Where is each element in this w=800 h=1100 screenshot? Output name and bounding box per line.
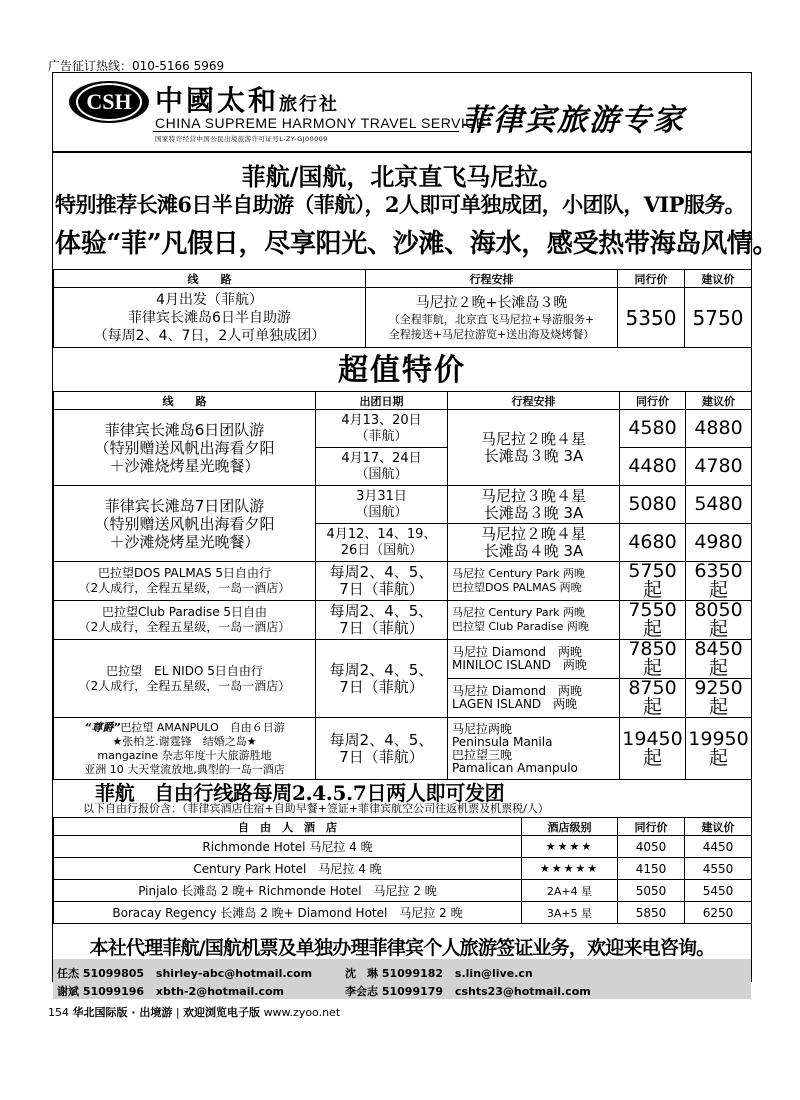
contact-entry [57,983,284,999]
schedule-detail: 全程接送+马尼拉游览+送出海及烧烤餐） [388,327,595,341]
contact-phone: 51099196 [82,985,145,998]
route-cell [54,288,366,348]
suggested-price: 4980 [686,524,752,562]
date-line: （菲航） [355,428,408,444]
suggested-price: 5450 [685,880,752,902]
free-travel-hotel-table [53,817,752,924]
schedule-line: 马尼拉 Century Park 两晚 [452,606,585,619]
price-value: 19450 [622,727,683,750]
hotel-level: ★★★★★ [522,858,618,880]
route-line: （2人成行，全程五星级，一岛一酒店） [78,620,291,634]
schedule-line: 巴拉望三晚 [452,747,513,762]
price-suffix: 起 [642,696,662,718]
schedule-line: 马尼拉２晚+长滩岛３晚 [415,294,568,311]
peer-price: 5080 [620,486,686,524]
col-suggested-price: 建议价 [685,270,752,288]
date-line: 每周2、4、5、 [329,563,434,581]
footer-divider: | [175,1006,180,1019]
route-cell [54,410,316,486]
schedule-line: 马尼拉２晚４星 [480,429,586,448]
schedule-cell [448,562,620,601]
date-line: 7日（菲航） [339,619,424,637]
route-line: 巴拉望 EL NIDO 5日自由行 [106,663,263,678]
date-line: 3月31日 [356,488,407,504]
schedule-cell [448,486,620,524]
price-suffix: 起 [642,746,662,769]
col-suggested-price: 建议价 [686,392,752,410]
suggested-price: 5480 [686,486,752,524]
suggested-price: 4880 [686,410,752,448]
brand-slogan: 菲律宾旅游专家 [461,103,685,138]
date-cell [316,601,448,640]
contact-phone: 51099805 [82,967,145,980]
price-suffix: 起 [708,696,728,718]
date-line: 4月17、24日 [341,450,422,466]
col-schedule: 行程安排 [366,270,618,288]
suggested-price [686,562,752,601]
contact-name: 任杰 [57,967,79,980]
col-hotel-level: 酒店级别 [522,818,618,836]
route-line: （2人成行，全程五星级，一岛一酒店） [78,678,291,693]
col-suggested-price: 建议价 [685,818,752,836]
schedule-cell [448,679,620,718]
route-cell [54,640,316,718]
contact-email[interactable]: shirley-abc@hotmail.com [155,967,313,980]
company-name-suffix: 旅行社 [279,94,340,115]
date-line: （国航） [355,466,408,482]
contact-phone: 51099179 [381,985,444,998]
hotel-cell: Century Park Hotel 马尼拉 4 晚 [54,858,522,880]
route-line: ＋沙滩烧烤星光晚餐） [109,456,260,475]
contact-email[interactable]: xbth-2@hotmail.com [155,985,284,998]
date-line: 7日（菲航） [339,677,424,696]
schedule-line: Pamalican Amanpulo [452,760,578,775]
hotel-level: 3A+5 星 [522,902,618,924]
date-line: 4月12、14、19、 [326,526,437,542]
date-cell [316,448,448,486]
date-line: 26日（国航） [340,542,423,558]
company-name-main: 中國太和 [155,84,280,117]
price-suffix: 起 [642,657,662,679]
contact-bar [53,959,751,999]
peer-price: 4050 [618,836,685,858]
suggested-price: 5750 [685,288,752,348]
date-cell [316,718,448,780]
col-hotel: 自 由 人 酒 店 [54,818,522,836]
free-travel-banner: 菲航 自由行线路每周2.4.5.7日两人即可发团 [95,781,505,805]
promo-line-2: 特别推荐长滩6日半自助游（菲航），2人即可单独成团，小团队，VIP服务。 [55,192,746,217]
col-peer-price: 同行价 [620,392,686,410]
route-cell [54,601,316,640]
price-suffix: 起 [708,618,728,640]
price-value: 6350 [694,561,743,582]
date-cell [316,562,448,601]
route-line [54,721,315,735]
price-value: 7850 [628,639,677,660]
date-cell [316,524,448,562]
header [53,73,751,149]
route-line: 菲律宾长滩岛7日团队游 [104,496,265,515]
contact-name: 谢斌 [57,985,79,998]
price-suffix: 起 [708,579,728,601]
route-cell [54,562,316,601]
schedule-cell [448,640,620,679]
peer-price [620,679,686,718]
page-footer [48,1004,340,1020]
date-cell [316,486,448,524]
date-line: 4月13、20日 [341,412,422,428]
price-value: 7550 [628,600,677,621]
ad-hotline: 广告征订热线：010-5166 5969 [48,59,225,73]
promo-line-1: 菲航/国航，北京直飞马尼拉。 [241,162,563,191]
col-route: 线 路 [54,270,366,288]
price-value: 8050 [694,600,743,621]
contact-entry [345,965,533,981]
price-value: 8750 [628,678,677,699]
peer-price: 5050 [618,880,685,902]
route-line: 亚洲 10 大天堂流放地,典型的一岛一酒店 [84,762,285,776]
schedule-line: Peninsula Manila [452,734,553,749]
hotel-cell: Richmonde Hotel 马尼拉 4 晚 [54,836,522,858]
schedule-line: 马尼拉２晚４星 [480,524,586,543]
route-line: （每周2、4、7日，2人可单独成团） [93,327,326,344]
col-peer-price: 同行价 [618,818,685,836]
featured-tour-table [53,269,752,348]
col-route: 线 路 [54,392,316,410]
route-line: （特别赠送风帆出海看夕阳 [94,514,275,533]
route-cell [54,718,316,780]
logo-divider [153,131,459,132]
ebook-label: 欢迎浏览电子版 [183,1006,261,1019]
price-suffix: 起 [642,618,662,640]
date-cell [316,640,448,718]
suggested-price: 6250 [685,902,752,924]
schedule-line: 长滩岛３晚 3A [483,503,584,522]
peer-price [620,640,686,679]
contact-email[interactable]: cshts23@hotmail.com [454,985,591,998]
suggested-price [686,640,752,679]
price-value: 9250 [694,678,743,699]
date-cell [316,410,448,448]
route-emphasis: “尊爵” [84,720,121,734]
date-line: 每周2、4、5、 [329,730,434,749]
date-line: 7日（菲航） [339,747,424,766]
price-includes-note: 以下自由行报价含：（菲律宾酒店住宿+自助早餐+签证+菲律宾航空公司往返机票及机票税/人） [83,802,549,815]
route-cell [54,486,316,562]
special-offer-title: 超值特价 [338,353,466,388]
table-row [54,858,752,880]
schedule-line: 马尼拉 Diamond 两晚 [452,645,582,659]
table-row [54,902,752,924]
route-text: 巴拉望 AMANPULO 自由６日游 [120,720,285,734]
date-line: 每周2、4、5、 [329,660,434,679]
promo-line-3: 体验“菲”凡假日，尽享阳光、沙滩、海水，感受热带海岛风情。 [55,229,779,259]
price-suffix: 起 [708,657,728,679]
price-value: 8450 [694,639,743,660]
table-row [54,836,752,858]
suggested-price: 4780 [686,448,752,486]
peer-price: 4150 [618,858,685,880]
csh-logo-icon [69,81,149,123]
publication-name: 华北国际版 · 出境游 [72,1006,173,1019]
page-number: 154 [48,1006,69,1019]
route-line: 菲律宾长滩岛6日团队游 [104,420,265,439]
suggested-price [686,601,752,640]
date-line: 7日（菲航） [339,580,424,598]
price-value: 19950 [688,727,749,750]
schedule-line: 马尼拉 Diamond 两晚 [452,684,582,698]
schedule-line: 马尼拉两晚 [452,721,513,736]
date-line: 每周2、4、5、 [329,602,434,620]
route-line: ★张柏芝.谢霆锋 结婚之岛★ [112,734,257,748]
suggested-price: 4450 [685,836,752,858]
schedule-cell [448,601,620,640]
company-name-cn [155,79,339,119]
peer-price: 4480 [620,448,686,486]
peer-price: 5350 [618,288,685,348]
route-line: 4月出发（菲航） [156,291,263,308]
special-offer-table [53,391,752,780]
contact-name: 李会志 [345,985,378,998]
date-line: （国航） [355,504,408,520]
schedule-line: LAGEN ISLAND 两晚 [452,697,578,711]
route-line: mangazine 杂志年度十大旅游胜地 [97,748,272,762]
route-line: （2人成行，全程五星级，一岛一酒店） [78,581,291,595]
peer-price [620,718,686,780]
contact-entry [345,983,591,999]
route-line: 菲律宾长滩岛6日半自助游 [128,309,291,326]
suggested-price [686,679,752,718]
schedule-detail: （全程菲航，北京直飞马尼拉+导游服务+ [388,312,595,326]
col-date: 出团日期 [316,392,448,410]
contact-phone: 51099182 [381,967,444,980]
peer-price: 5850 [618,902,685,924]
route-line: （特别赠送风帆出海看夕阳 [94,438,275,457]
license-number: 国家特许经营中国公民出境旅游许可证号L-ZY-GJ00009 [155,135,328,143]
price-suffix: 起 [708,746,728,769]
contact-entry [57,965,312,981]
peer-price: 4680 [620,524,686,562]
website-link[interactable]: www.zyoo.net [263,1006,341,1019]
peer-price: 4580 [620,410,686,448]
hotel-cell: Boracay Regency 长滩岛 2 晚+ Diamond Hotel 马尼拉 2 晚 [54,902,522,924]
col-peer-price: 同行价 [618,270,685,288]
contact-name: 沈 琳 [345,967,378,980]
suggested-price: 4550 [685,858,752,880]
schedule-cell [448,718,620,780]
schedule-line: 巴拉望 Club Paradise 两晚 [452,620,589,633]
schedule-line: 马尼拉 Century Park 两晚 [452,567,585,580]
company-name-en: CHINA SUPREME HARMONY TRAVEL SERVICE [155,115,486,131]
advertisement-frame [52,72,779,998]
schedule-line: 巴拉望DOS PALMAS 两晚 [452,581,582,594]
hotel-level: ★★★★ [522,836,618,858]
peer-price [620,562,686,601]
suggested-price [686,718,752,780]
schedule-cell [366,288,618,348]
schedule-line: 马尼拉３晚４星 [480,486,586,505]
schedule-cell [448,410,620,486]
agency-service-notice: 本社代理菲航/国航机票及单独办理菲律宾个人旅游签证业务，欢迎来电咨询。 [89,937,715,959]
schedule-line: MINILOC ISLAND 两晚 [452,658,587,672]
hotel-level: 2A+4 星 [522,880,618,902]
logo-mark: CSH [76,83,141,121]
schedule-cell [448,524,620,562]
price-suffix: 起 [642,579,662,601]
schedule-line: 长滩岛４晚 3A [483,541,584,560]
table-row [54,880,752,902]
header-divider [53,151,751,153]
route-line: ＋沙滩烧烤星光晚餐） [109,532,260,551]
schedule-line: 长滩岛３晚 3A [483,446,584,465]
route-line: 巴拉望DOS PALMAS 5日自由行 [97,566,272,580]
hotel-cell: Pinjalo 长滩岛 2 晚+ Richmonde Hotel 马尼拉 2 晚 [54,880,522,902]
peer-price [620,601,686,640]
price-value: 5750 [628,561,677,582]
route-line: 巴拉望Club Paradise 5日自由 [101,605,268,619]
col-schedule: 行程安排 [448,392,620,410]
contact-email[interactable]: s.lin@live.cn [454,967,533,980]
